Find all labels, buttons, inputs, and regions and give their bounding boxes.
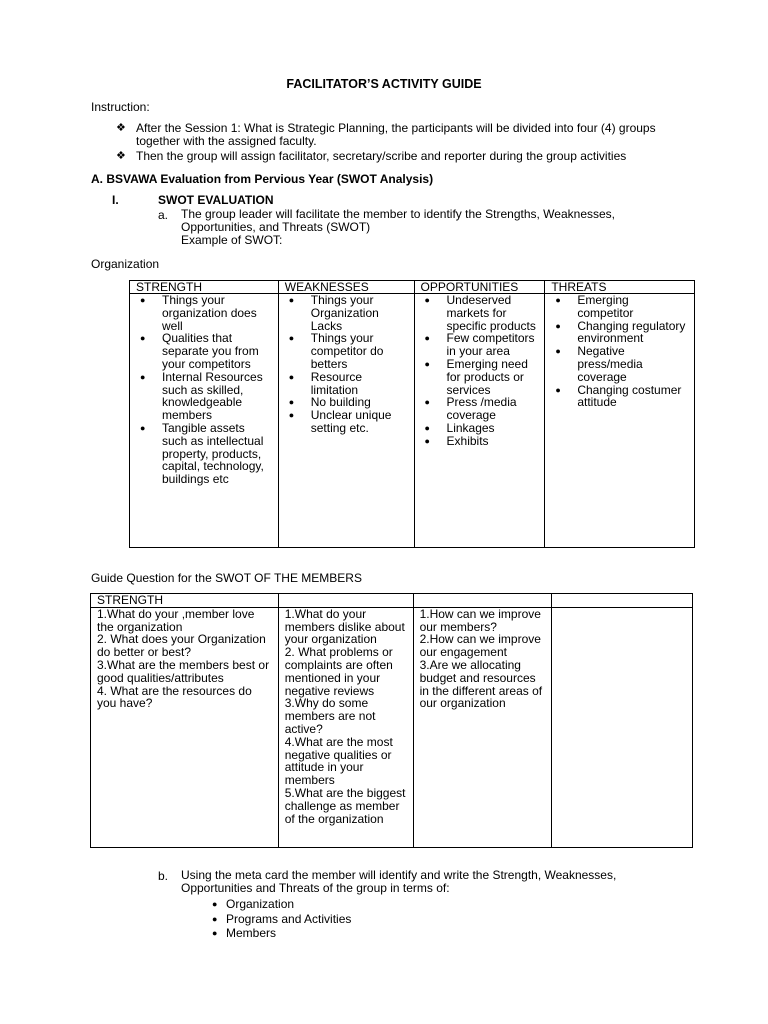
bullet-icon: ● <box>212 913 218 924</box>
list-item: ● Exhibits <box>424 433 489 448</box>
bullet-icon: ● <box>555 384 561 395</box>
weaknesses-cell <box>278 294 414 548</box>
swot-header-row <box>130 281 695 294</box>
section-a-heading: A. BSVAWA Evaluation from Pervious Year (SWOT Analysis) <box>91 172 434 186</box>
guide-question-table <box>90 593 693 848</box>
list-item: ● Emerging need for products or services <box>424 356 528 397</box>
header-opportunities: OPPORTUNITIES <box>414 281 545 294</box>
list-item: ● Things your competitor do betters <box>288 331 384 371</box>
list-item: ● Unclear unique setting etc. <box>288 408 392 435</box>
list-item: ● Emerging competitor <box>555 293 634 320</box>
threats-cell <box>545 294 695 548</box>
bullet-icon: ● <box>424 358 430 369</box>
list-item: ● Members <box>212 926 277 940</box>
instruction-label: Instruction: <box>91 100 150 114</box>
list-item: ● Organization <box>212 897 295 911</box>
header-weaknesses: WEAKNESSES <box>278 281 414 294</box>
diamond-bullet-icon: ❖ <box>116 150 126 162</box>
guide-body-row <box>91 607 693 847</box>
list-item: ● Tangible assets such as intellectual property, products, capital, technology, buildings etc <box>140 420 264 487</box>
guide-header-strength: STRENGTH <box>91 594 279 608</box>
list-item: ❖ Then the group will assign facilitator, secretary/scribe and reporter during the group activities <box>116 149 627 163</box>
bullet-icon: ● <box>288 371 295 382</box>
list-item: ● Things your organization does well <box>140 293 257 333</box>
list-item: ● Programs and Activities <box>212 911 352 926</box>
bullet-icon: ● <box>212 928 218 938</box>
item-b-letter: b. <box>158 869 169 883</box>
header-strength: STRENGTH <box>130 281 279 294</box>
guide-header-empty <box>413 594 552 608</box>
guide-header-empty <box>552 594 693 608</box>
opportunities-cell <box>414 294 545 548</box>
bullet-icon: ● <box>288 295 295 305</box>
list-item: ● Linkages <box>424 420 495 435</box>
header-threats: THREATS <box>545 281 695 294</box>
list-item: ❖ After the Session 1: What is Strategic Planning, the participants will be divided into four (4) groups together with the assigned faculty. <box>116 121 656 148</box>
section-i-number: I. <box>112 193 119 207</box>
bullet-icon: ● <box>555 346 561 357</box>
bullet-icon: ● <box>555 320 561 331</box>
guide-col-opportunities: 1.How can we improve our members? 2.How can we improve our engagement 3.Are we allocating budget and resources in the different areas of our organization <box>413 607 552 847</box>
bullet-icon: ● <box>140 371 146 382</box>
bullet-icon: ● <box>288 397 295 408</box>
list-item: ● Press /media coverage <box>424 395 517 423</box>
meta-card-list <box>212 897 351 941</box>
list-item: ● Undeserved markets for specific products <box>424 293 536 333</box>
list-item: ● Qualities that separate you from your competitors <box>140 331 259 371</box>
bullet-icon: ● <box>212 899 218 909</box>
bullet-icon: ● <box>424 422 430 433</box>
bullet-icon: ● <box>140 333 146 344</box>
diamond-bullet-icon: ❖ <box>116 122 126 134</box>
item-a-text: The group leader will facilitate the member to identify the Strengths, Weaknesses, Opportunities, and Threats (SWOT) Example of SWOT: <box>181 207 615 247</box>
swot-table <box>129 280 695 548</box>
organization-label: Organization <box>91 257 160 271</box>
bullet-icon: ● <box>424 435 430 446</box>
list-item: ● Changing costumer attitude <box>555 382 682 410</box>
list-item: ● Changing regulatory environment <box>555 318 686 346</box>
bullet-icon: ● <box>424 295 430 305</box>
page-title: FACILITATOR’S ACTIVITY GUIDE <box>286 77 482 91</box>
guide-header-empty <box>278 594 413 608</box>
list-item: ● Internal Resources such as skilled, knowledgeable members <box>140 369 263 423</box>
section-i-title: SWOT EVALUATION <box>158 193 274 207</box>
guide-header-row <box>91 594 693 608</box>
item-a-letter: a. <box>158 208 169 222</box>
bullet-icon: ● <box>140 422 146 433</box>
swot-body-row <box>130 294 695 548</box>
bullet-icon: ● <box>555 295 561 305</box>
strength-cell <box>130 294 279 548</box>
item-b-text: Using the meta card the member will identify and write the Strength, Weaknesses, Opportunities and Threats of the group in terms of: <box>181 868 617 895</box>
list-item: ● Few competitors in your area <box>424 331 535 359</box>
bullet-icon: ● <box>140 295 146 305</box>
list-item: ● Negative press/media coverage <box>555 344 643 384</box>
guide-col-threats <box>552 607 693 847</box>
list-item: ● Resource limitation <box>288 369 363 397</box>
guide-col-weaknesses: 1.What do your members dislike about your organization 2. What problems or complaints are often mentioned in your negative reviews 3.Why do some members are not active? 4.What are the most negative qualities or attitude in your members 5.What are the biggest challenge as member of the organization <box>278 607 413 847</box>
bullet-icon: ● <box>288 410 295 421</box>
guide-col-strength: 1.What do your ,member love the organization 2. What does your Organization do better or best? 3.What are the members best or good qualities/attributes 4. What are the resources do you have? <box>91 607 279 847</box>
bullet-icon: ● <box>424 397 430 408</box>
list-item: ● No building <box>288 395 371 410</box>
guide-question-label: Guide Question for the SWOT OF THE MEMBERS <box>91 571 362 585</box>
bullet-icon: ● <box>288 333 295 344</box>
list-item: ● Things your Organization Lacks <box>288 293 379 333</box>
bullet-icon: ● <box>424 333 430 344</box>
instruction-list <box>116 122 676 165</box>
